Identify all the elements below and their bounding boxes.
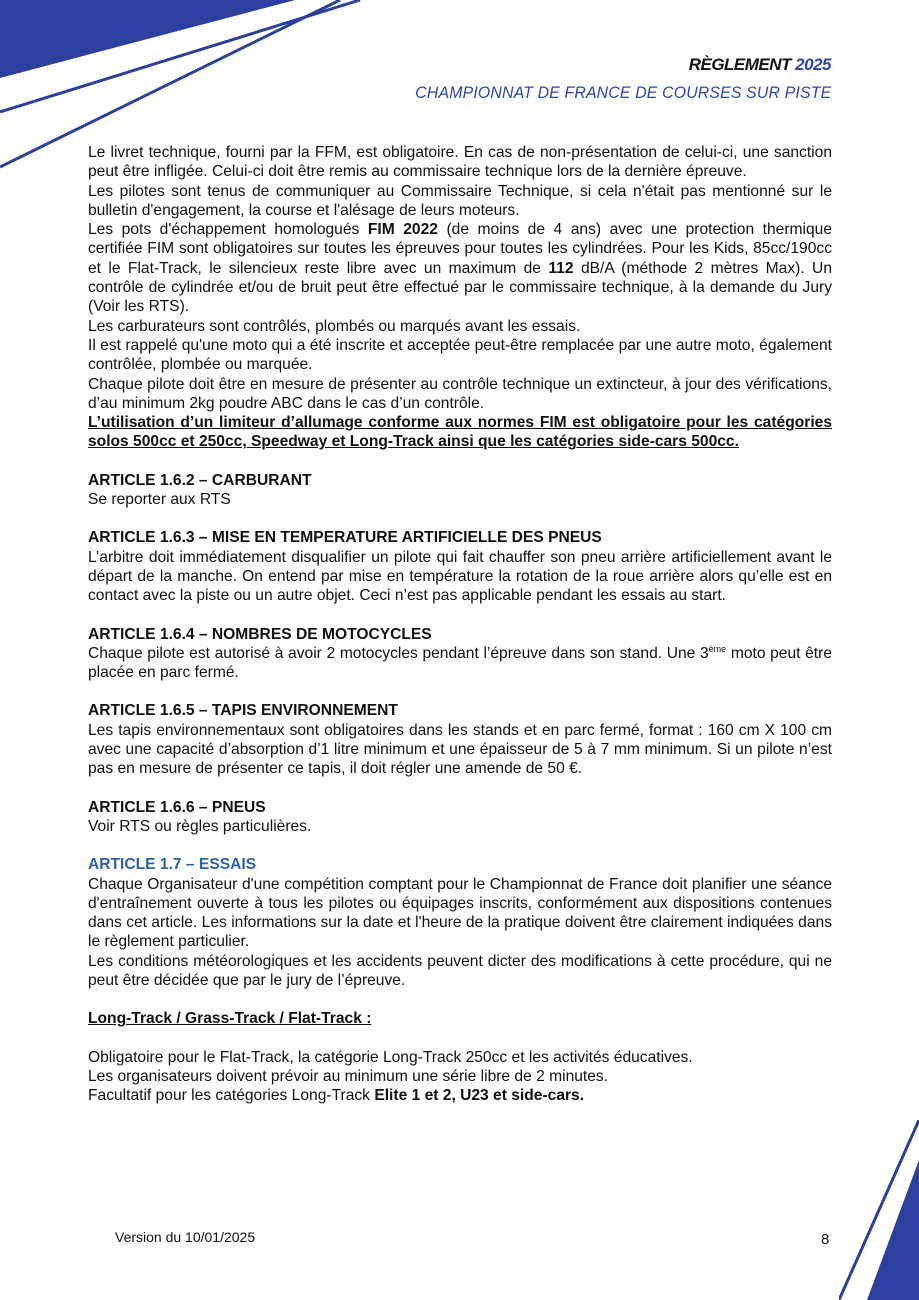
long-track-line-2: Les organisateurs doivent prévoir au minimum une série libre de 2 minutes. [88,1067,609,1085]
heading-article-1-6-2: ARTICLE 1.6.2 – CARBURANT [88,471,312,489]
long-track-line-3: Facultatif pour les catégories Long-Track Elite 1 et 2, U23 et side-cars. [88,1087,585,1105]
paragraph-carburateurs: Les carburateurs sont contrôlés, plombés ou marqués avant les essais. [88,317,581,335]
text-article-1-7-p1: Chaque Organisateur d'une compétition comptant pour le Championnat de France doit planifier une séance d'entraînement ouverte à tous les pilotes ou équipages inscrits, conformément aux dispositions contenues dans cet article. Les informations sur la date et l'heure de la pratique doivent être clairement indiquées dans le règlement particulier. [88,875,832,951]
page-number: 8 [821,1231,830,1248]
text-article-1-6-2: Se reporter aux RTS [88,491,231,509]
paragraph-remplacement: Il est rappelé qu'une moto qui a été inscrite et acceptée peut-être remplacée par une autre moto, également contrôlée, plombée ou marquée. [88,336,832,374]
heading-article-1-6-6: ARTICLE 1.6.6 – PNEUS [88,798,266,816]
heading-article-1-6-5: ARTICLE 1.6.5 – TAPIS ENVIRONNEMENT [88,702,398,720]
paragraph-extincteur: Chaque pilote doit être en mesure de présenter au contrôle technique un extincteur, à jour des vérifications, d’au minimum 2kg poudre ABC dans le cas d’un contrôle. [88,375,832,412]
heading-long-track: Long-Track / Grass-Track / Flat-Track : [88,1010,372,1028]
paragraph-communiquer: Les pilotes sont tenus de communiquer au Commissaire Technique, si cela n'était pas mentionné sur le bulletin d'engagement, la course et l'alésage de leurs moteurs. [88,182,832,219]
long-track-line-1: Obligatoire pour le Flat-Track, la catégorie Long-Track 250cc et les activités éducatives. [88,1048,693,1066]
text-article-1-6-4: Chaque pilote est autorisé à avoir 2 motocycles pendant l’épreuve dans son stand. Une 3ème moto peut être placée en parc fermé. [88,643,832,682]
heading-article-1-6-3: ARTICLE 1.6.3 – MISE EN TEMPERATURE ARTIFICIELLE DES PNEUS [88,529,602,547]
paragraph-limiteur: L’utilisation d’un limiteur d’allumage conforme aux normes FIM est obligatoire pour les catégories solos 500cc et 250cc, Speedway et Long-Track ainsi que les catégories side-cars 500cc. [88,414,832,451]
text-article-1-6-3: L’arbitre doit immédiatement disqualifier un pilote qui fait chauffer son pneu arrière artificiellement avant le départ de la manche. On entend par mise en température la rotation de la roue arrière alors qu’elle est en contact avec la piste ou un autre objet. Ceci n’est pas applicable pendant les essais au start. [88,548,832,605]
text-article-1-7-p2: Les conditions météorologiques et les accidents peuvent dicter des modifications à cette procédure, qui ne peut être décidée que par le jury de l’épreuve. [88,952,832,989]
header-subtitle: CHAMPIONNAT DE FRANCE DE COURSES SUR PISTE [414,83,831,102]
document-body [88,143,832,1105]
paragraph-pots-echappement: Les pots d'échappement homologués FIM 2022 (de moins de 4 ans) avec une protection thermique certifiée FIM sont obligatoires sur toutes les épreuves pour toutes les cylindrées. Pour les Kids, 85cc/190cc et le Flat-Track, le silencieux reste libre avec un maximum de 112 dB/A (méthode 2 mètres Max). Un contrôle de cylindrée et/ou de bruit peut être effectué par le commissaire technique, à la demande du Jury (Voir les RTS). [88,221,832,316]
heading-article-1-7: ARTICLE 1.7 – ESSAIS [88,856,257,874]
paragraph-livret: Le livret technique, fourni par la FFM, est obligatoire. En cas de non-présentation de celui-ci, une sanction peut être infligée. Celui-ci doit être remis au commissaire technique lors de la dernière épreuve. [88,144,832,181]
footer-version: Version du 10/01/2025 [115,1229,256,1245]
header-reglement: RÈGLEMENT 2025 [688,55,831,74]
text-article-1-6-5: Les tapis environnementaux sont obligatoires dans les stands et en parc fermé, format : 160 cm X 100 cm avec une capacité d’absorption d’1 litre minimum et une épaisseur de 5 à 7 mm minimum. Si un pilote n’est pas en mesure de présenter ce tapis, il doit régler une amende de 50 €. [88,721,832,778]
text-article-1-6-6: Voir RTS ou règles particulières. [88,817,312,835]
heading-article-1-6-4: ARTICLE 1.6.4 – NOMBRES DE MOTOCYCLES [88,625,432,643]
corner-decoration-bottom-right [839,1120,919,1300]
